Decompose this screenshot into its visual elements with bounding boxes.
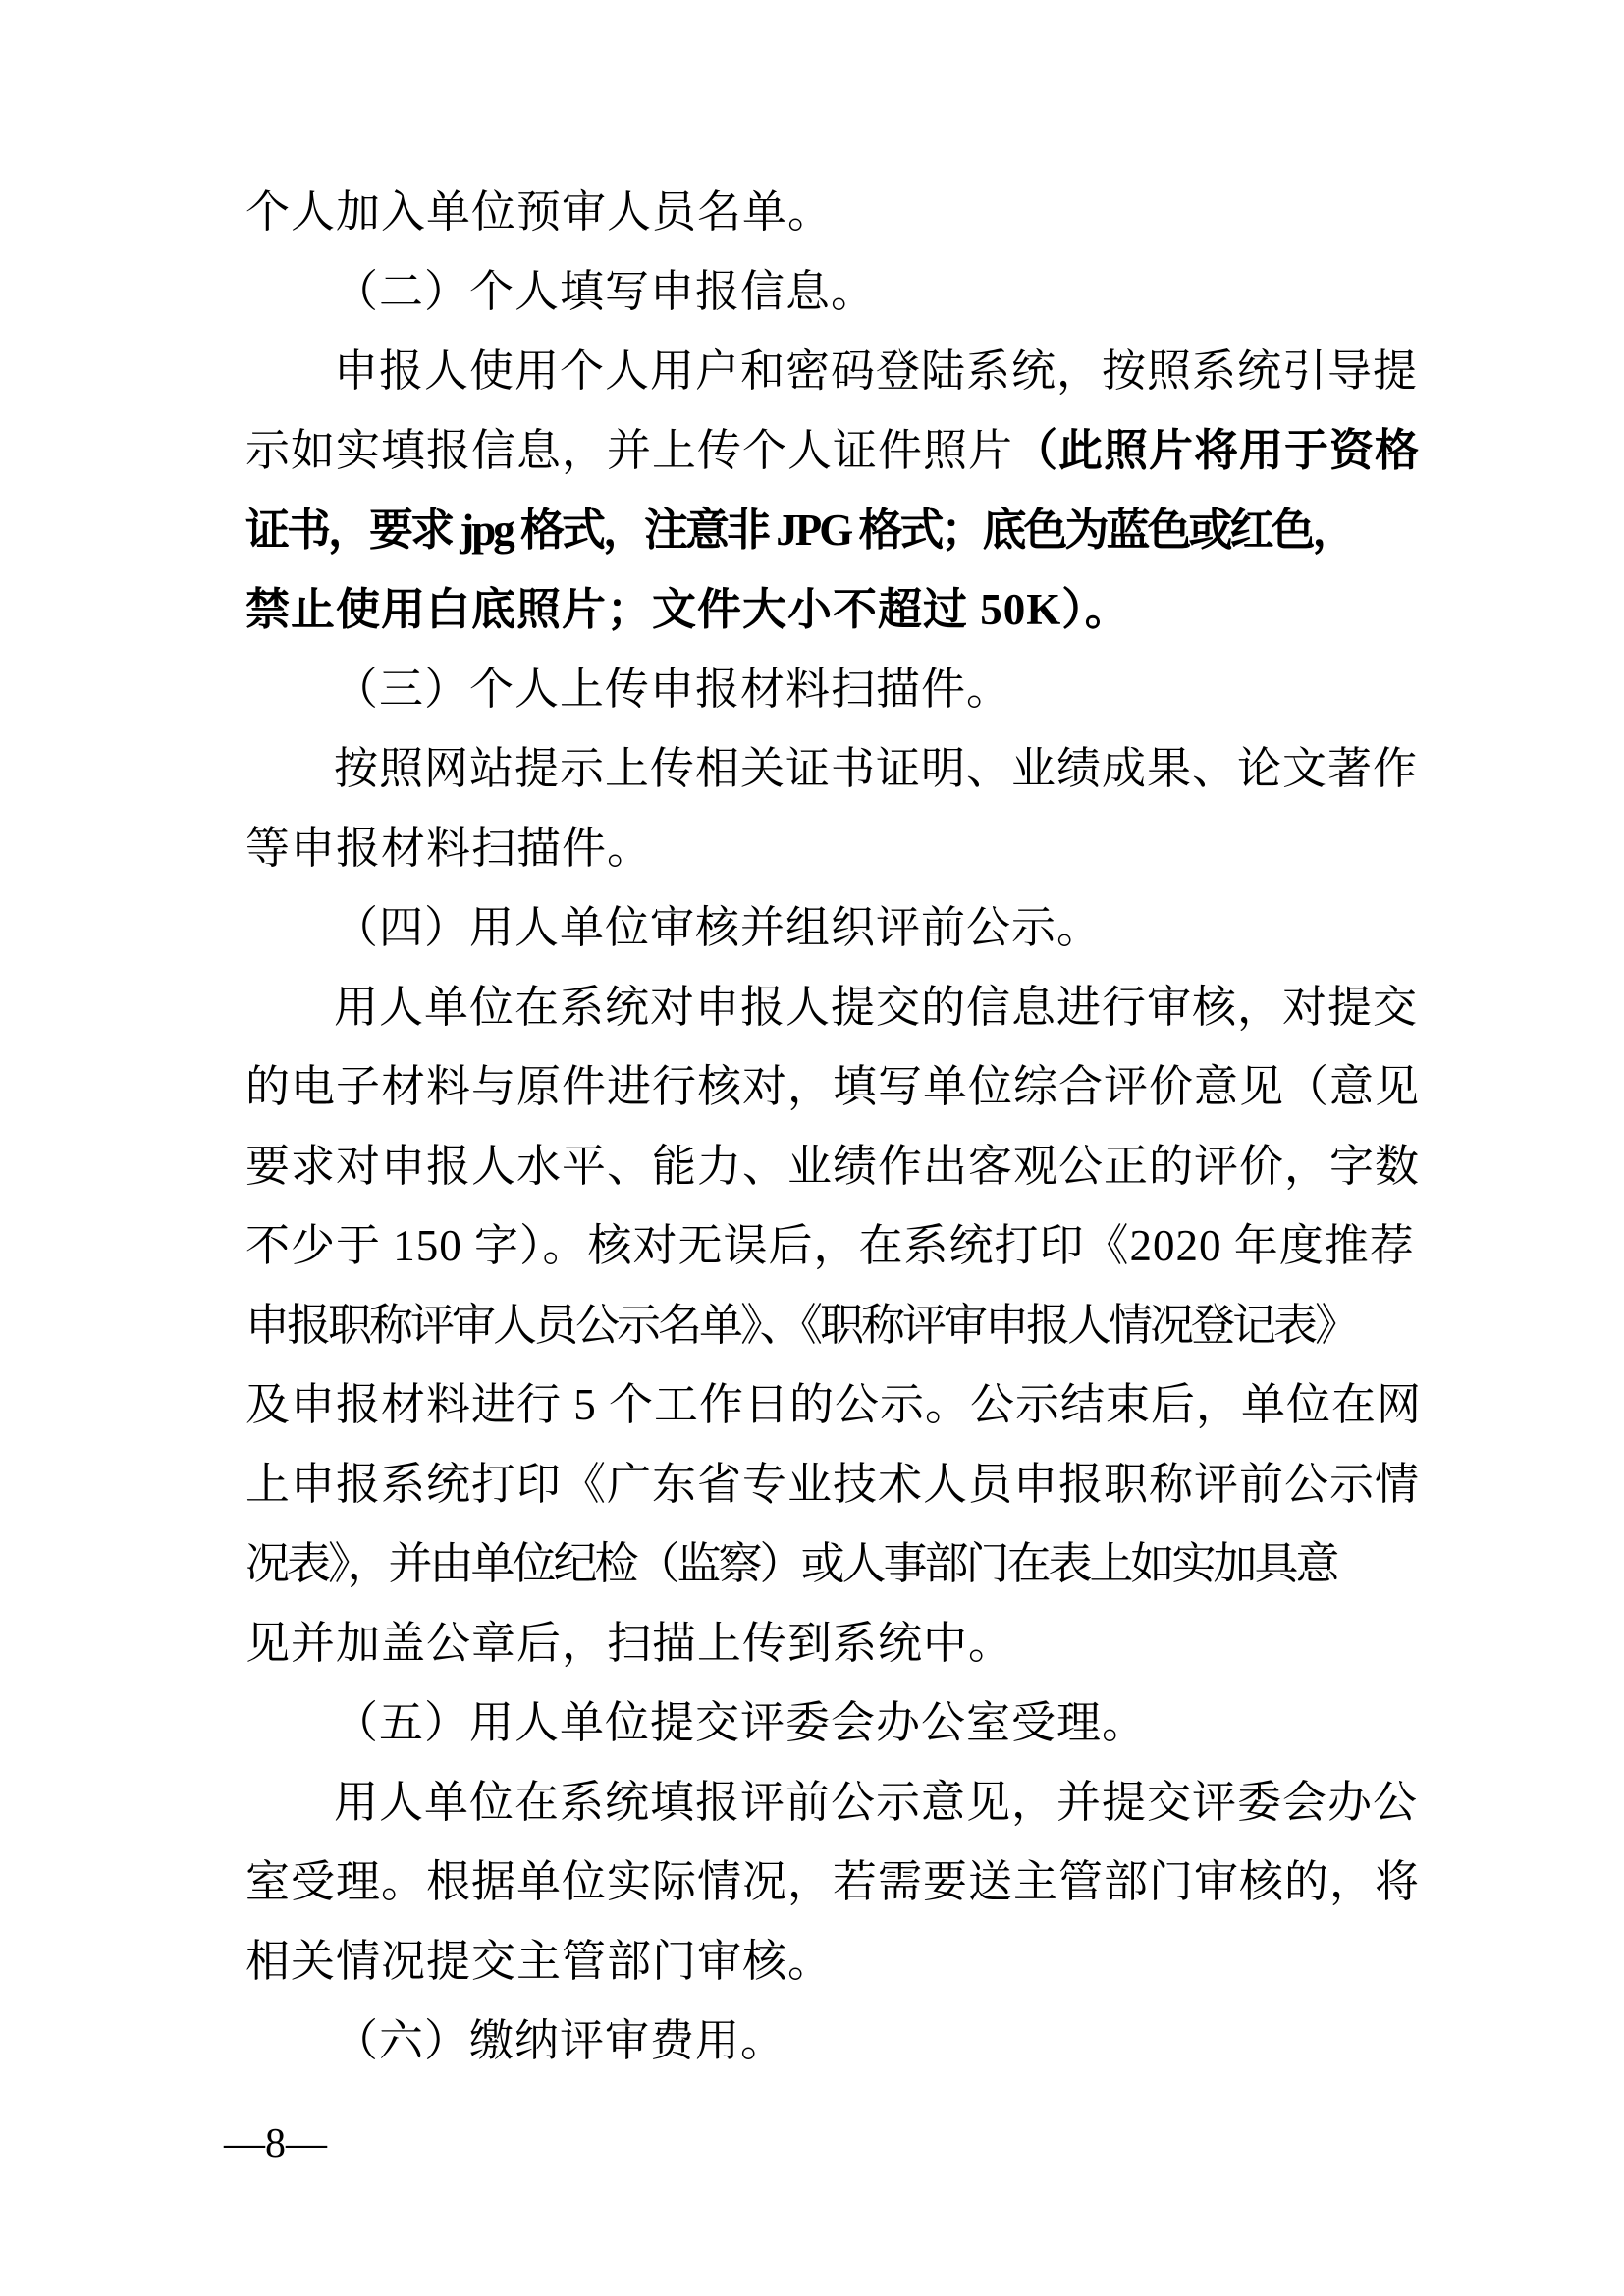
text-segment: （六）缴纳评审费用。 (334, 2016, 786, 2065)
text-segment: （此照片将用于资格 (1013, 426, 1421, 475)
text-line (245, 1683, 1394, 1763)
text-segment: 相关情况提交主管部门审核。 (245, 1937, 834, 1986)
text-segment: （四）用人单位审核并组织评前公示。 (334, 903, 1103, 952)
text-line (245, 968, 1419, 1047)
text-segment: 申报人使用个人用户和密码登陆系统，按照系统引导提 (334, 347, 1419, 396)
text-segment: 见并加盖公章后，扫描上传到系统中。 (245, 1619, 1014, 1668)
text-segment: 用人单位在系统填报评前公示意见，并提交评委会办公 (334, 1778, 1419, 1827)
text-segment: 室受理。根据单位实际情况，若需要送主管部门审核的，将 (245, 1857, 1421, 1906)
text-segment: 不少于 150 字）。核对无误后，在系统打印《2020 年度推荐 (245, 1221, 1415, 1270)
text-line (245, 1445, 1421, 1524)
document-body (245, 173, 1423, 2081)
text-line (245, 173, 1394, 252)
text-line (245, 570, 1394, 650)
text-segment: （三）个人上传申报材料扫描件。 (334, 665, 1012, 714)
text-line (245, 888, 1394, 968)
text-segment: 用人单位在系统对申报人提交的信息进行审核，对提交 (334, 983, 1419, 1032)
text-segment: 及申报材料进行 5 个工作日的公示。公示结束后，单位在网 (245, 1380, 1423, 1429)
text-line (245, 332, 1419, 411)
text-segment: 禁止使用白底照片；文件大小不超过 50K）。 (245, 585, 1130, 634)
text-line (245, 1206, 1415, 1286)
text-segment: 申报职称评审人员公示名单》、《职称评审申报人情况登记表》 (245, 1301, 1357, 1350)
text-segment: 上申报系统打印《广东省专业技术人员申报职称评前公示情 (245, 1460, 1421, 1509)
text-line (245, 1047, 1421, 1127)
text-segment: 示如实填报信息，并上传个人证件照片 (245, 426, 1014, 475)
text-line (245, 1286, 1394, 1365)
text-line (245, 1365, 1423, 1445)
text-line (245, 729, 1419, 809)
text-line (245, 1763, 1419, 1842)
text-line (245, 650, 1394, 729)
text-segment: 等申报材料扫描件。 (245, 824, 653, 873)
text-line (245, 1922, 1394, 2002)
text-segment: 证书，要求 jpg 格式，注意非 JPG 格式；底色为蓝色或红色， (245, 506, 1354, 555)
text-segment: 要求对申报人水平、能力、业绩作出客观公正的评价，字数 (245, 1142, 1421, 1191)
text-line (245, 2002, 1394, 2081)
text-segment: 的电子材料与原件进行核对，填写单位综合评价意见（意见 (245, 1062, 1421, 1111)
text-line (245, 1524, 1394, 1604)
text-segment: 按照网站提示上传相关证书证明、业绩成果、论文著作 (334, 744, 1419, 793)
text-segment: （五）用人单位提交评委会办公室受理。 (334, 1698, 1148, 1747)
text-line (245, 1604, 1394, 1683)
text-line (245, 809, 1394, 888)
text-segment: （二）个人填写申报信息。 (334, 267, 877, 316)
text-line (245, 1842, 1421, 1922)
text-line (245, 491, 1394, 570)
text-segment: 个人加入单位预审人员名单。 (245, 187, 834, 237)
page-number: —8— (224, 2121, 327, 2166)
text-line (245, 1127, 1421, 1206)
text-line (245, 252, 1394, 332)
text-line (245, 411, 1421, 491)
text-segment: 况表》，并由单位纪检（监察）或人事部门在表上如实加具意 (245, 1539, 1337, 1588)
